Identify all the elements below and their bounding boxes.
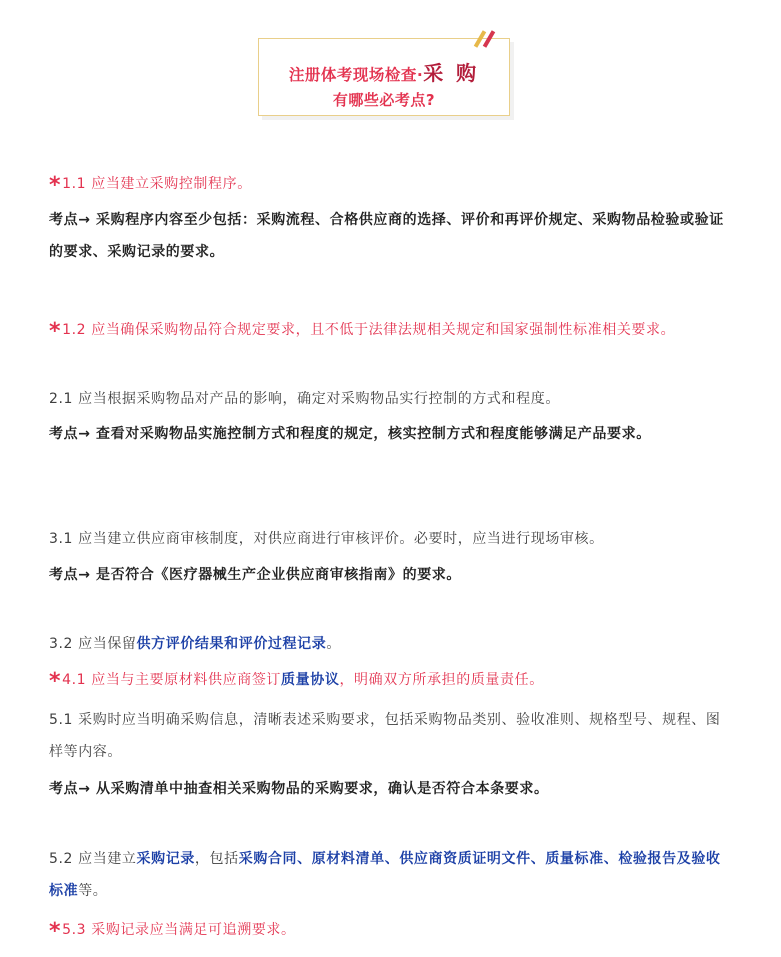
item-5-2-end: 等。: [78, 883, 108, 899]
item-5-2-text: 5.2 应当建立: [49, 851, 137, 867]
title-line1: [259, 57, 509, 86]
item-2-1: 2.1 应当根据采购物品对产品的影响，确定对采购物品实行控制的方式和程度。: [49, 391, 560, 407]
asterisk-icon: *: [49, 319, 62, 344]
title-card: [258, 38, 512, 118]
item-5-2: [49, 843, 729, 907]
item-3-2-end: 。: [326, 636, 341, 652]
exam-point-3: 考点→ 是否符合《医疗器械生产企业供应商审核指南》的要求。: [49, 567, 462, 583]
item-1-2: [49, 314, 729, 346]
item-5-3-text: 5.3 采购记录应当满足可追溯要求。: [62, 922, 296, 938]
title-box: [258, 38, 510, 116]
item-5-2-highlight-1: 采购记录: [136, 851, 195, 867]
title-prefix: 注册体考现场检查·: [288, 66, 424, 84]
item-3-2-highlight: 供方评价结果和评价过程记录: [136, 636, 327, 652]
item-4-1: [49, 664, 729, 696]
title-line2: 有哪些必考点?: [332, 91, 436, 109]
item-3-1: 3.1 应当建立供应商审核制度，对供应商进行审核评价。必要时，应当进行现场审核。: [49, 531, 604, 547]
item-4-1-text: 4.1 应当与主要原材料供应商签订: [62, 672, 282, 688]
item-1-1: [49, 168, 729, 200]
item-1-1-text: 1.1 应当建立采购控制程序。: [62, 176, 252, 192]
item-3-2: [49, 628, 729, 660]
exam-point-1: 考点→ 采购程序内容至少包括：采购流程、合格供应商的选择、评价和再评价规定、采购物品检验或验证的要求、采购记录的要求。: [49, 212, 724, 260]
item-1-2-text: 1.2 应当确保采购物品符合规定要求，且不低于法律法规相关规定和国家强制性标准相关要求。: [62, 322, 676, 338]
item-4-1-end: ，明确双方所承担的质量责任。: [339, 672, 544, 688]
item-5-2-highlight-2: 采购合同、原材料清单、供应商资质证明文件、质量标准、检验报告及验收标准: [49, 851, 721, 899]
item-3-2-text: 3.2 应当保留: [49, 636, 137, 652]
exam-point-2: 考点→ 查看对采购物品实施控制方式和程度的规定，核实控制方式和程度能够满足产品要求。: [49, 426, 651, 442]
item-5-2-text-2: ，包括: [194, 851, 239, 867]
asterisk-icon: *: [49, 669, 62, 694]
item-5-3: [49, 914, 729, 946]
item-5-1: 5.1 采购时应当明确采购信息，清晰表述采购要求，包括采购物品类别、验收准则、规格型号、规程、图样等内容。: [49, 712, 721, 760]
title-emphasis: 采 购: [423, 61, 480, 85]
asterisk-icon: *: [49, 173, 62, 198]
exam-point-5: 考点→ 从采购清单中抽查相关采购物品的采购要求，确认是否符合本条要求。: [49, 781, 549, 797]
item-4-1-highlight: 质量协议: [281, 672, 340, 688]
asterisk-icon: *: [49, 919, 62, 944]
